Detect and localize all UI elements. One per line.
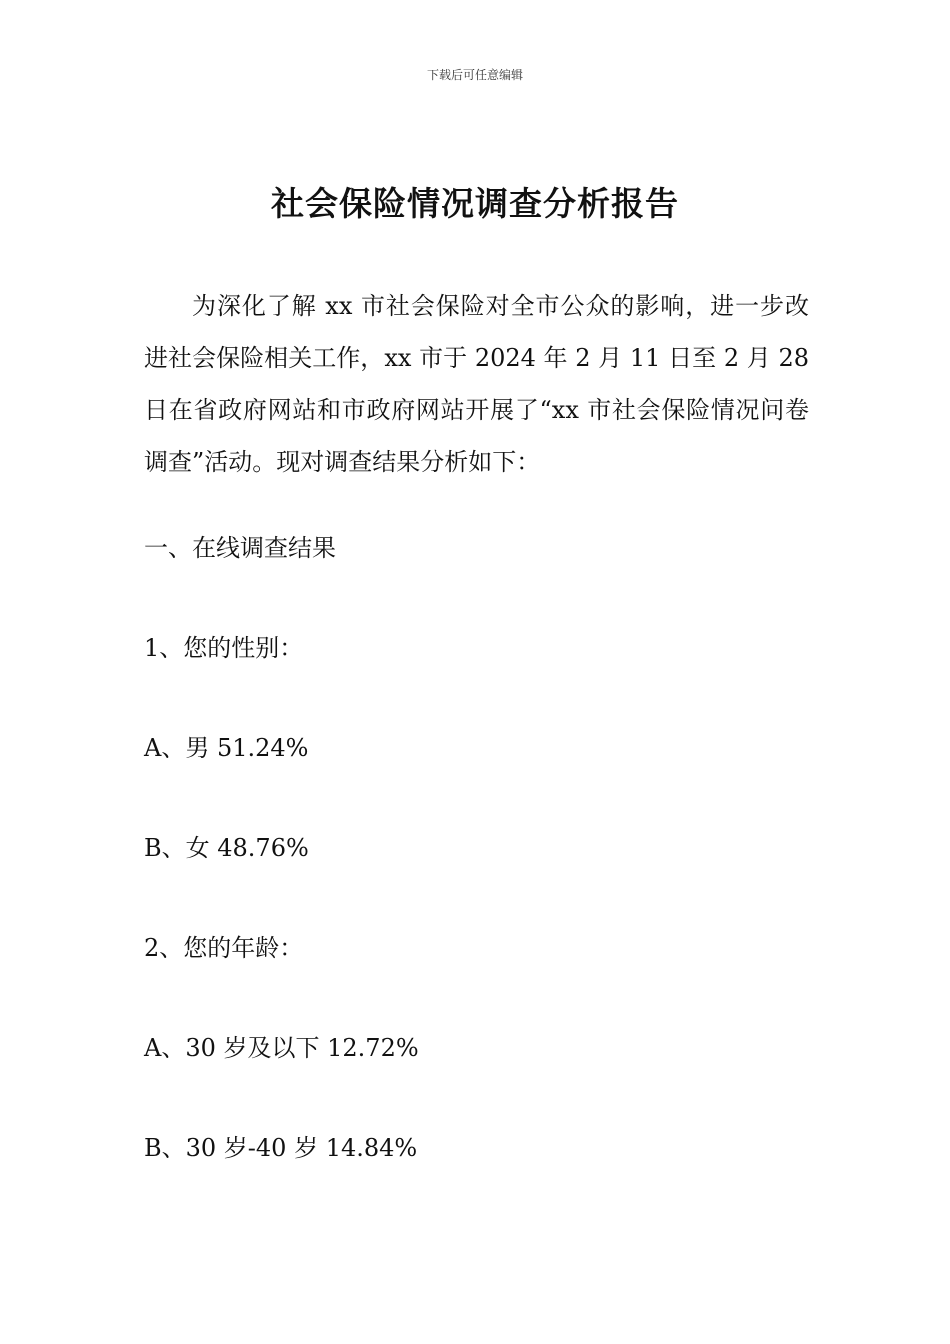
answer-gender-female: B、女 48.76% xyxy=(144,834,309,862)
document-title: 社会保险情况调查分析报告 xyxy=(271,184,679,223)
section-heading-online-survey: 一、在线调查结果 xyxy=(144,534,336,562)
question-gender: 1、您的性别： xyxy=(144,634,304,662)
page-header-note: 下载后可任意编辑 xyxy=(426,68,523,82)
answer-age-30-and-below: A、30 岁及以下 12.72% xyxy=(144,1034,419,1062)
question-age: 2、您的年龄： xyxy=(144,934,304,962)
intro-paragraph: 为深化了解 xx 市社会保险对全市公众的影响，进一步改进社会保险相关工作，xx 市于 2024 年 2 月 11 日至 2 月 28 日在省政府网站和市政府网站开展了“xx 市社会保险情况问卷调查”活动。现对调查结果分析如下： xyxy=(144,292,809,476)
answer-gender-male: A、男 51.24% xyxy=(144,734,309,762)
answer-age-30-to-40: B、30 岁-40 岁 14.84% xyxy=(144,1134,418,1162)
